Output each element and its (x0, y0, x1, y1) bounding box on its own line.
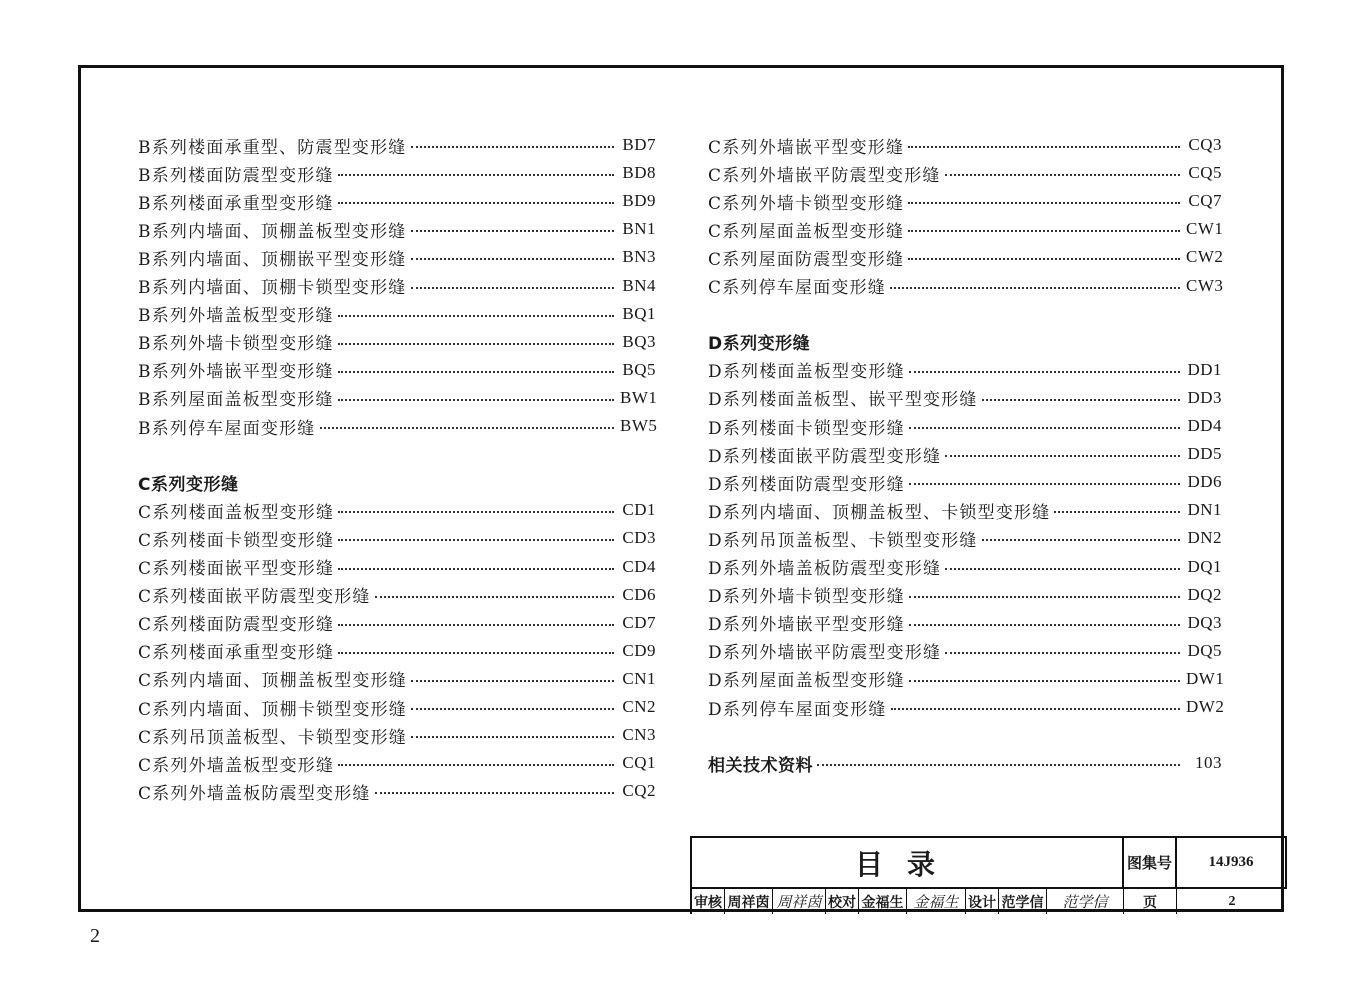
toc-entry-label: B系列外墙嵌平型变形缝 (138, 362, 334, 383)
toc-entry-label: D系列屋面盖板型变形缝 (708, 671, 905, 692)
toc-entry[interactable] (708, 665, 1225, 693)
leader-dots (1054, 511, 1180, 513)
toc-entry-code: BD7 (622, 135, 656, 154)
toc-entry[interactable] (138, 187, 656, 215)
toc-entry-code: CQ1 (622, 753, 656, 773)
toc-entry-code: CD9 (622, 640, 656, 660)
toc-entry[interactable] (708, 609, 1222, 637)
checker-name: 金福生 (859, 889, 907, 914)
toc-entry-code: DN2 (1187, 528, 1222, 548)
leader-dots (338, 511, 614, 513)
leader-dots (338, 764, 614, 766)
leader-dots (338, 399, 614, 401)
toc-entry-code: DD6 (1187, 472, 1222, 492)
leader-dots (909, 624, 1180, 626)
section-heading (708, 328, 1222, 356)
toc-entry[interactable] (138, 384, 656, 412)
toc-entry-label: B系列停车屋面变形缝 (138, 418, 316, 439)
toc-entry-code: CD3 (622, 528, 656, 548)
leader-dots (320, 427, 615, 429)
toc-entry-label: C系列屋面防震型变形缝 (708, 249, 905, 270)
leader-dots (945, 174, 1180, 176)
leader-dots (338, 343, 614, 345)
toc-entry[interactable] (138, 356, 656, 384)
toc-entry[interactable] (138, 693, 656, 721)
toc-entry[interactable] (138, 300, 656, 328)
reviewer-name: 周祥茵 (725, 889, 773, 914)
leader-dots (338, 315, 614, 317)
toc-entry-label: C系列外墙盖板防震型变形缝 (138, 783, 371, 804)
toc-entry-code: BN3 (622, 247, 656, 267)
leader-dots (982, 399, 1180, 401)
atlas-number-label: 图集号 (1124, 838, 1177, 889)
toc-entry[interactable] (708, 356, 1222, 384)
toc-entry-label: C系列内墙面、顶棚卡锁型变形缝 (138, 699, 408, 720)
toc-entry-code: BQ3 (622, 331, 656, 351)
toc-entry-code: BW5 (620, 416, 658, 435)
designer-label: 设计 (966, 889, 999, 914)
toc-entry-code: CW2 (1186, 247, 1224, 267)
toc-entry-code: DN1 (1187, 500, 1222, 520)
toc-entry-code: CW3 (1186, 275, 1224, 295)
leader-dots (338, 652, 614, 654)
page-label: 页 (1124, 889, 1177, 914)
section-heading-label: D系列变形缝 (708, 334, 811, 355)
toc-entry-code: CN1 (622, 668, 656, 688)
toc-entry-label: D系列停车屋面变形缝 (708, 699, 887, 720)
toc-entry-label: C系列内墙面、顶棚盖板型变形缝 (138, 671, 408, 692)
title-block (690, 836, 1287, 914)
toc-entry-label: D系列外墙盖板防震型变形缝 (708, 559, 942, 579)
leader-dots (411, 736, 614, 738)
leader-dots (411, 680, 614, 682)
toc-entry[interactable] (138, 553, 656, 581)
leader-dots (338, 371, 614, 373)
toc-entry-code: BN4 (622, 275, 656, 295)
toc-entry[interactable] (708, 468, 1222, 496)
reviewer-label: 审核 (692, 889, 725, 914)
section-heading-label: C系列变形缝 (138, 474, 239, 495)
toc-entry[interactable] (138, 581, 656, 609)
toc-entry-code: DQ1 (1187, 556, 1222, 576)
toc-entry-label: C系列楼面防震型变形缝 (138, 615, 335, 636)
toc-entry[interactable] (138, 665, 656, 693)
leader-dots (945, 568, 1180, 570)
signature-row (692, 889, 1287, 914)
designer-signature: 范学信 (1047, 889, 1124, 914)
toc-entry[interactable] (138, 243, 656, 271)
toc-entry[interactable] (708, 749, 1222, 777)
toc-entry[interactable] (138, 328, 656, 356)
toc-entry[interactable] (708, 187, 1222, 215)
toc-entry-code: CW1 (1186, 219, 1224, 239)
toc-entry-code: DD4 (1187, 416, 1222, 435)
toc-entry[interactable] (138, 159, 656, 187)
toc-entry-label: C系列楼面盖板型变形缝 (138, 502, 335, 523)
toc-entry[interactable] (138, 131, 656, 159)
leader-dots (338, 174, 614, 176)
toc-entry[interactable] (708, 637, 1222, 665)
toc-entry-code: DQ2 (1187, 584, 1222, 604)
toc-entry-label: D系列吊顶盖板型、卡锁型变形缝 (708, 530, 978, 551)
toc-entry-label: B系列内墙面、顶棚盖板型变形缝 (138, 221, 407, 242)
toc-entry[interactable] (138, 215, 656, 243)
toc-entry-code: DW1 (1186, 668, 1225, 688)
toc-entry-code: CD4 (622, 556, 656, 576)
toc-entry-label: D系列外墙卡锁型变形缝 (708, 587, 905, 608)
leader-dots (411, 230, 615, 232)
toc-entry[interactable] (138, 272, 656, 300)
toc-entry-label: C系列楼面嵌平防震型变形缝 (138, 587, 371, 608)
toc-entry-code: CD6 (622, 584, 656, 604)
toc-entry-label: D系列外墙嵌平型变形缝 (708, 615, 905, 636)
toc-entry[interactable] (138, 412, 656, 440)
leader-dots (375, 596, 614, 598)
toc-entry[interactable] (138, 721, 656, 749)
toc-entry[interactable] (708, 159, 1222, 187)
toc-entry[interactable] (138, 749, 656, 777)
toc-entry-label: D系列外墙嵌平防震型变形缝 (708, 643, 942, 664)
leader-dots (909, 371, 1180, 373)
toc-entry[interactable] (708, 496, 1222, 524)
toc-entry-code: BQ1 (622, 303, 656, 323)
toc-entry-code: 103 (1195, 753, 1222, 773)
toc-entry-code: DD1 (1187, 359, 1222, 379)
leader-dots (411, 258, 615, 260)
toc-entry-label: D系列楼面卡锁型变形缝 (708, 418, 905, 439)
toc-entry-label: C系列屋面盖板型变形缝 (708, 221, 905, 242)
leader-dots (338, 568, 614, 570)
reviewer-signature: 周祥茵 (773, 889, 826, 914)
toc-entry[interactable] (138, 637, 656, 665)
leader-dots (338, 202, 614, 204)
toc-entry[interactable] (708, 581, 1222, 609)
toc-entry-label: D系列楼面嵌平防震型变形缝 (708, 446, 942, 467)
toc-entry-label: B系列屋面盖板型变形缝 (138, 390, 334, 411)
page-number: 2 (90, 925, 100, 947)
toc-entry-label: C系列外墙嵌平防震型变形缝 (708, 165, 941, 186)
toc-entry[interactable] (138, 524, 656, 552)
toc-entry-label: C系列吊顶盖板型、卡锁型变形缝 (138, 727, 408, 748)
toc-entry[interactable] (708, 524, 1222, 552)
leader-dots (411, 287, 615, 289)
leader-dots (411, 146, 615, 148)
leader-dots (982, 539, 1180, 541)
leader-dots (909, 680, 1180, 682)
toc-entry[interactable] (708, 693, 1225, 721)
leader-dots (338, 539, 614, 541)
toc-entry-label: B系列内墙面、顶棚卡锁型变形缝 (138, 278, 407, 298)
toc-entry-code: BW1 (620, 387, 658, 407)
toc-entry-code: DD5 (1187, 444, 1222, 464)
toc-entry-label: B系列外墙卡锁型变形缝 (138, 334, 334, 355)
toc-entry-code: CN2 (622, 697, 656, 716)
toc-entry-label: B系列楼面承重型变形缝 (138, 193, 334, 214)
toc-entry-label: B系列内墙面、顶棚嵌平型变形缝 (138, 249, 407, 270)
toc-entry-code: CQ7 (1188, 191, 1222, 211)
toc-entry[interactable] (138, 609, 656, 637)
toc-entry[interactable] (708, 412, 1222, 440)
toc-entry-code: BD9 (622, 191, 656, 211)
toc-entry-code: DD3 (1187, 387, 1222, 407)
leader-dots (338, 624, 614, 626)
designer-name: 范学信 (999, 889, 1047, 914)
leader-dots (908, 202, 1180, 204)
toc-entry-label: D系列楼面盖板型变形缝 (708, 362, 905, 383)
toc-entry-code: CD7 (622, 612, 656, 632)
toc-entry[interactable] (138, 777, 656, 805)
toc-entry-code: DQ3 (1187, 612, 1222, 632)
toc-entry-code: CQ5 (1188, 163, 1222, 183)
toc-entry[interactable] (708, 384, 1222, 412)
toc-entry[interactable] (708, 272, 1222, 300)
page-value: 2 (1228, 893, 1236, 909)
toc-entry-label: C系列楼面嵌平型变形缝 (138, 559, 335, 579)
leader-dots (411, 708, 614, 710)
toc-entry-code: CD1 (622, 500, 656, 520)
leader-dots (817, 764, 1180, 766)
leader-dots (891, 708, 1180, 710)
toc-entry-label: 相关技术资料 (708, 755, 813, 776)
toc-entry-label: B系列楼面承重型、防震型变形缝 (138, 137, 407, 158)
checker-label: 校对 (826, 889, 859, 914)
toc-entry-code: BQ5 (622, 359, 656, 379)
toc-entry[interactable] (708, 440, 1222, 468)
toc-entry-code: DW2 (1186, 697, 1225, 716)
leader-dots (908, 146, 1180, 148)
toc-entry-code: CN3 (622, 725, 656, 745)
toc-entry-label: C系列楼面承重型变形缝 (138, 643, 335, 664)
toc-entry[interactable] (708, 215, 1222, 243)
leader-dots (945, 455, 1180, 457)
atlas-number-value: 14J936 (1177, 838, 1287, 889)
toc-entry-label: D系列内墙面、顶棚盖板型、卡锁型变形缝 (708, 502, 1051, 523)
toc-entry-label: C系列楼面卡锁型变形缝 (138, 530, 335, 551)
toc-entry-code: BN1 (622, 219, 656, 239)
toc-entry-code: CQ2 (622, 781, 656, 801)
checker-signature: 金福生 (907, 889, 966, 914)
toc-entry-label: B系列楼面防震型变形缝 (138, 165, 334, 186)
drawing-title: 目录 (692, 838, 1124, 889)
leader-dots (908, 258, 1180, 260)
leader-dots (908, 230, 1180, 232)
toc-entry-label: D系列楼面防震型变形缝 (708, 474, 905, 495)
toc-entry[interactable] (138, 496, 656, 524)
toc-entry-label: C系列外墙嵌平型变形缝 (708, 137, 905, 158)
toc-entry-label: B系列外墙盖板型变形缝 (138, 306, 334, 327)
leader-dots (945, 652, 1180, 654)
toc-entry[interactable] (708, 131, 1222, 159)
toc-entry-label: C系列外墙盖板型变形缝 (138, 755, 335, 776)
toc-entry[interactable] (708, 243, 1222, 271)
toc-entry-label: C系列外墙卡锁型变形缝 (708, 193, 905, 214)
toc-entry-code: DQ5 (1187, 640, 1222, 660)
leader-dots (375, 792, 614, 794)
section-heading (138, 468, 656, 496)
leader-dots (890, 287, 1180, 289)
toc-entry-code: BD8 (622, 163, 656, 183)
toc-entry[interactable] (708, 553, 1222, 581)
leader-dots (909, 483, 1180, 485)
toc-entry-label: D系列楼面盖板型、嵌平型变形缝 (708, 390, 978, 411)
toc-entry-label: C系列停车屋面变形缝 (708, 278, 887, 298)
leader-dots (909, 427, 1180, 429)
toc-entry-code: CQ3 (1188, 135, 1222, 154)
leader-dots (909, 596, 1180, 598)
